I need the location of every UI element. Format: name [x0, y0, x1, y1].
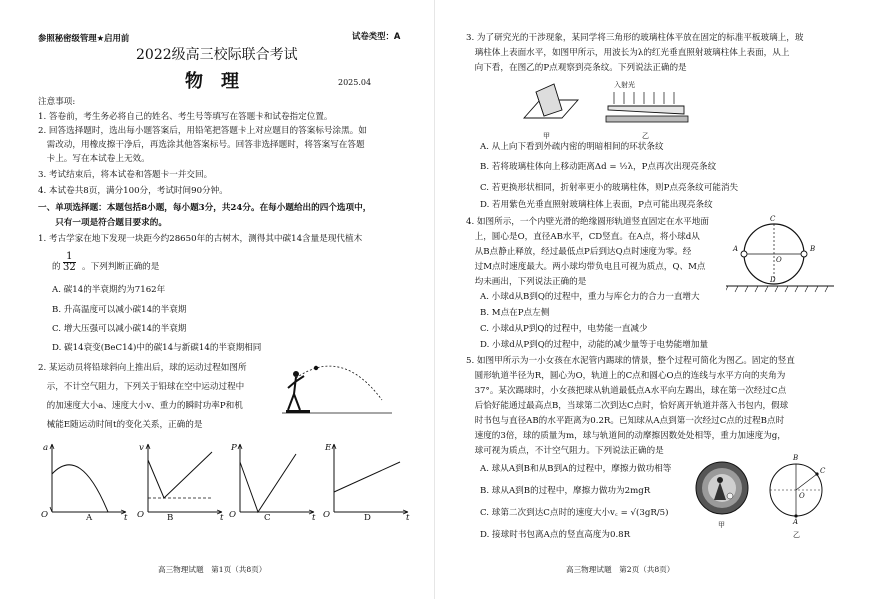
q3-option: A. 从上向下看到外疏内密的明暗相间的环状条纹 — [480, 142, 664, 152]
q4-label-c: C — [770, 215, 776, 223]
q5-option: A. 球从A到B和从B到A的过程中，摩擦力做功相等 — [480, 464, 672, 474]
q5-option: C. 球第二次到达C点时的速度大小v꜀ = √(3gR/5) — [480, 508, 669, 518]
q3-stem: 璃柱体上表面水平，如图甲所示，用波长为λ的红光垂直照射玻璃柱体上表面，从上 — [466, 48, 790, 58]
graph-d-label: D — [364, 513, 371, 523]
q5-circle-label: 乙 — [793, 531, 800, 539]
q5-label-c: C — [820, 467, 826, 475]
q4-label-a: A — [733, 245, 739, 253]
q2-stem: 械能E随运动时间t的变化关系，正确的是 — [38, 420, 203, 430]
graph-c-label: C — [264, 513, 271, 523]
graph-b-axis-y: v — [139, 443, 144, 453]
q4-track-figure — [726, 215, 838, 296]
q5-stem: 后恰好能通过最高点B，当球第二次到达C点时，恰好离开轨道并落入书包内，假球 — [466, 401, 789, 411]
graph-b-axis-x: t — [220, 513, 224, 523]
graph-a-axis-x: t — [124, 513, 128, 523]
q4-option: D. 小球d从P到Q的过程中，动能的减少量等于电势能增加量 — [480, 340, 709, 350]
q3-option: C. 若更换形状相同，折射率更小的玻璃柱体，则P点亮条纹可能消失 — [480, 183, 739, 193]
q4-option: C. 小球d从P到Q的过程中，电势能一直减少 — [480, 324, 648, 334]
graph-a-label: A — [86, 513, 93, 523]
q5-photo-figure — [694, 460, 750, 516]
notice-line: 需改动，用橡皮擦干净后，再选涂其他答案标号。回答非选择题时，将答案写在答题 — [38, 140, 365, 150]
graph-d-axis-x: t — [406, 513, 410, 523]
graph-b-label: B — [167, 513, 174, 523]
graph-a-origin: O — [41, 510, 49, 520]
q3-figure-jia-label: 甲 — [543, 132, 550, 140]
q4-stem: 上，圆心是O，直径AB水平，CD竖直。在A点，将小球d从 — [466, 232, 700, 242]
page-divider — [434, 0, 435, 599]
q1-option: A. 碳14的半衰期约为7162年 — [52, 285, 166, 295]
shot-put-figure — [282, 360, 400, 418]
q1-option: D. 碳14衰变(BeC14)中的碳14与新碳14的半衰期相同 — [52, 343, 262, 353]
graph-b-origin: O — [137, 510, 145, 520]
q2-stem: 2. 某运动员将铅球斜向上推出后，球的运动过程如图所 — [38, 363, 247, 373]
graph-a — [38, 440, 130, 526]
q4-label-b: B — [810, 245, 816, 253]
q4-stem: 过M点时速度最大。两小球均带负电且可视为质点，Q、M点 — [466, 262, 706, 272]
page-1-footer: 高三物理试题 第1页（共8页） — [158, 565, 267, 574]
q5-stem: 圆形轨道半径为R，圆心为O，轨道上的C点和圆心O点的连线与水平方向的夹角为 — [466, 371, 786, 381]
exam-type-label: 试卷类型：A — [352, 31, 401, 41]
graph-c-origin: O — [229, 510, 237, 520]
q2-stem: 的加速度大小a、速度大小v、重力的瞬时功率P和机 — [38, 401, 243, 411]
notice-line: 2. 回答选择题时，选出每小题答案后，用铅笔把答题卡上对应题目的答案标号涂黑。如 — [38, 126, 367, 136]
notice-line: 4. 本试卷共8页，满分100分，考试时间90分钟。 — [38, 186, 228, 196]
q3-figure-yi-label: 乙 — [642, 132, 649, 140]
confidential-mark: 参照秘密级管理★启用前 — [38, 33, 130, 43]
q5-stem: 时书包与直径AB的水平距离为0.2R。已知球从A点到第一次经过C点的过程B点时 — [466, 416, 785, 426]
graph-b — [134, 440, 226, 526]
q3-figure-jia — [522, 80, 582, 132]
q5-option: B. 球从A到B的过程中，摩擦力做功为2mgR — [480, 486, 651, 496]
q3-stem: 3. 为了研究光的干涉现象，某同学将三角形的玻璃柱体平放在固定的标准平板玻璃上，玻 — [466, 33, 804, 43]
q1-stem-pre: 的 — [52, 262, 61, 272]
q1-stem: 1. 考古学家在地下发现一块距今约28650年的古树木，测得其中碳14含量是现代植木 — [38, 234, 363, 244]
q5-photo-label: 甲 — [718, 521, 725, 529]
q1-fraction — [63, 252, 76, 273]
q5-stem: 球可视为质点，不计空气阻力。下列说法正确的是 — [466, 446, 664, 456]
section-heading: 只有一项是符合题目要求的。 — [38, 218, 167, 228]
q2-stem: 示，不计空气阻力，下列关于铅球在空中运动过程中 — [38, 382, 245, 392]
q1-option: B. 升高温度可以减小碳14的半衰期 — [52, 305, 187, 315]
q4-stem: 从B点静止释放，经过最低点P后到达Q点时速度为零。经 — [466, 247, 692, 257]
graph-c-axis-y: P — [231, 443, 237, 453]
q3-incident-light-label: 入射光 — [614, 81, 635, 89]
q3-stem: 向下看，在图乙的P点观察到亮条纹。下列说法正确的是 — [466, 63, 687, 73]
q3-option: B. 若将玻璃柱体向上移动距离Δd = ½λ，P点再次出现亮条纹 — [480, 162, 717, 172]
q5-label-a: A — [793, 518, 799, 526]
q5-stem: 速度的3倍，球的质量为m，球与轨道间的动摩擦因数处处相等，重力加速度为g， — [466, 431, 786, 441]
q4-option: B. M点在P点左侧 — [480, 308, 550, 318]
notice-line: 卡上。写在本试卷上无效。 — [38, 154, 150, 164]
graph-c-axis-x: t — [312, 513, 316, 523]
q1-fraction-numerator: 1 — [63, 252, 76, 263]
q3-figure-yi — [604, 90, 690, 132]
q3-option: D. 若用紫色光垂直照射玻璃柱体上表面，P点可能出现亮条纹 — [480, 200, 713, 210]
notice-line: 1. 答卷前，考生务必将自己的姓名、考生号等填写在答题卡和试卷指定位置。 — [38, 112, 333, 122]
page-2 — [436, 0, 870, 599]
q4-stem: 4. 如图所示，一个内壁光滑的绝缘圆形轨道竖直固定在水平地面 — [466, 217, 709, 227]
page-2-footer: 高三物理试题 第2页（共8页） — [566, 565, 675, 574]
notice-line: 3. 考试结束后，将本试卷和答题卡一并交回。 — [38, 170, 213, 180]
notice-heading: 注意事项: — [38, 97, 76, 107]
graph-d-axis-y: E — [325, 443, 332, 453]
q5-stem: 37°。某次踢球时，小女孩把球从轨道最低点A水平向左踢出，球在第一次经过C点 — [466, 386, 787, 396]
q4-label-o: O — [776, 256, 782, 264]
q5-option: D. 接球时书包离A点的竖直高度为0.8R — [480, 530, 631, 540]
q4-stem: 均未画出，下列说法正确的是 — [466, 277, 587, 287]
q5-stem: 5. 如图甲所示为一小女孩在水泥管内踢球的情景，整个过程可简化为图乙。固定的竖直 — [466, 356, 795, 366]
q4-option: A. 小球d从B到Q的过程中，重力与库仑力的合力一直增大 — [480, 292, 700, 302]
q1-option: C. 增大压强可以减小碳14的半衰期 — [52, 324, 187, 334]
q5-label-b: B — [793, 454, 799, 462]
graph-d-origin: O — [323, 510, 331, 520]
exam-date: 2025.04 — [338, 78, 372, 87]
subject-title: 物 理 — [185, 71, 239, 92]
page-1 — [0, 0, 434, 599]
graph-a-axis-y: a — [43, 443, 49, 453]
exam-title: 2022级高三校际联合考试 — [136, 47, 298, 63]
q4-label-d: D — [770, 276, 776, 284]
q5-label-o: O — [799, 492, 805, 500]
q1-fraction-denominator: 32 — [63, 262, 76, 273]
q1-stem-post: 。下列判断正确的是 — [82, 262, 160, 272]
q5-circle-figure — [766, 454, 830, 528]
graph-d — [320, 440, 412, 526]
section-heading: 一、单项选择题：本题包括8小题，每小题3分，共24分。在每小题给出的四个选项中， — [38, 203, 372, 213]
graph-c — [226, 440, 318, 526]
